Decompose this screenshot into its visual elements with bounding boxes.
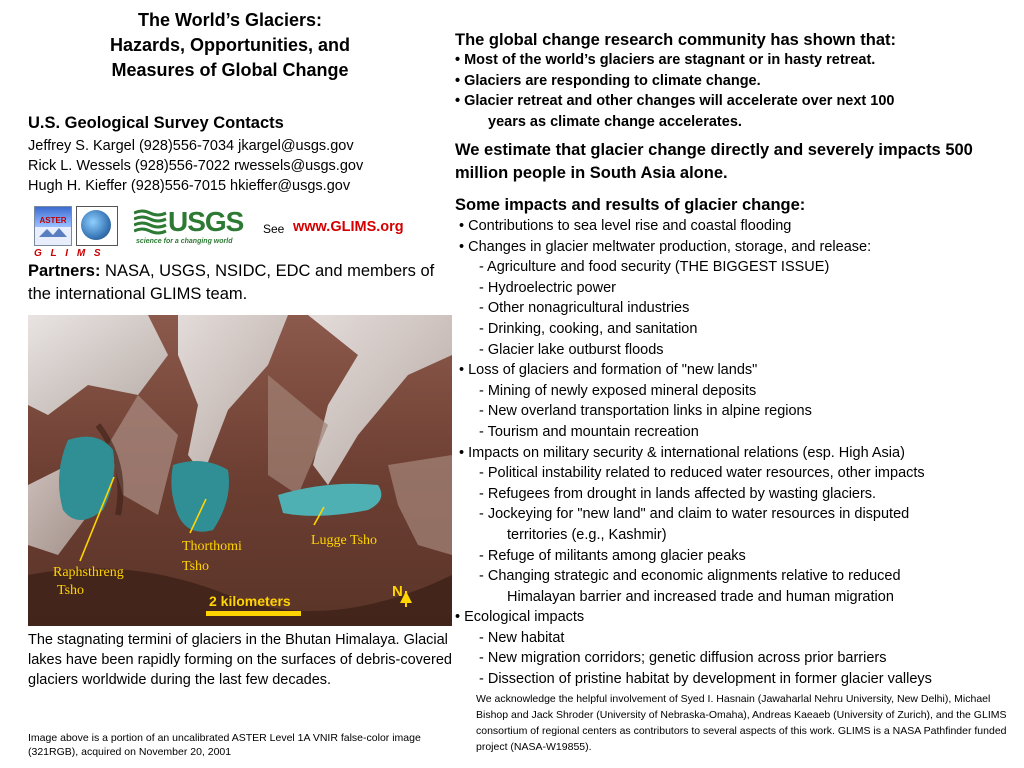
impact-line: • Contributions to sea level rise and coastal flooding <box>459 218 792 234</box>
partners-text <box>28 260 438 306</box>
impact-line: - Dissection of pristine habitat by development in former glacier valleys <box>479 671 932 688</box>
impact-line: - Hydroelectric power <box>479 279 616 296</box>
impact-line: - Refuge of militants among glacier peaks <box>479 547 746 564</box>
research-item: • Glaciers are responding to climate change. <box>455 72 761 89</box>
impact-line: - Changing strategic and economic alignments relative to reduced <box>479 568 901 585</box>
thorthomi-label-line1: Thorthomi <box>182 539 242 554</box>
scale-bar-label: 2 kilometers <box>209 593 291 609</box>
impact-line: - Political instability related to reduced water resources, other impacts <box>479 465 925 482</box>
svg-text:ASTER: ASTER <box>39 216 67 225</box>
image-caption: The stagnating termini of glaciers in the Bhutan Himalaya. Glacial lakes have been rapidly forming on the surfaces of debris-covered glaciers worldwide during the last few decades. <box>28 632 452 688</box>
image-source-note: Image above is a portion of an uncalibrated ASTER Level 1A VNIR false-color image (321RGB), acquired on November 20, 2001 <box>28 732 421 758</box>
glims-label: G L I M S <box>34 248 104 259</box>
research-item: • Glacier retreat and other changes will accelerate over next 100 <box>455 93 895 109</box>
north-arrow-label: N <box>392 583 403 600</box>
impact-line: • Changes in glacier meltwater production, storage, and release: <box>459 238 872 255</box>
thorthomi-label-line2: Tsho <box>182 559 210 574</box>
raphsthreng-label-line2: Tsho <box>57 583 85 598</box>
poster-title <box>40 8 420 83</box>
impact-line: • Impacts on military security & international relations (esp. High Asia) <box>459 444 905 461</box>
research-item: • Most of the world’s glaciers are stagnant or in hasty retreat. <box>455 52 876 68</box>
glims-globe-logo <box>76 206 118 246</box>
research-findings <box>455 50 1015 132</box>
contacts-heading: U.S. Geological Survey Contacts <box>28 114 284 132</box>
raphsthreng-label <box>53 564 124 600</box>
contacts-list <box>28 136 363 196</box>
impact-line: - Agriculture and food security (THE BIGGEST ISSUE) <box>479 259 830 276</box>
impact-line: - Mining of newly exposed mineral deposits <box>479 382 757 399</box>
impact-line: - New overland transportation links in alpine regions <box>479 403 812 420</box>
usgs-tagline: science for a changing world <box>136 238 233 245</box>
aster-logo <box>34 206 72 246</box>
impact-line: Himalayan barrier and increased trade and human migration <box>507 588 894 605</box>
impact-line: - Drinking, cooking, and sanitation <box>479 320 698 337</box>
impact-line: - Other nonagricultural industries <box>479 300 690 317</box>
usgs-wordmark: USGS <box>168 206 244 237</box>
thorthomi-label <box>182 537 242 577</box>
logo-row <box>30 200 430 260</box>
contact-kargel: Jeffrey S. Kargel (928)556-7034 jkargel@usgs.gov <box>28 138 354 154</box>
partners-body: NASA, USGS, NSIDC, EDC and members of the international GLIMS team. <box>28 262 435 303</box>
aster-emblem-icon <box>35 207 71 245</box>
title-line-1: The World’s Glaciers: <box>137 10 323 30</box>
impact-line: - Refugees from drought in lands affected by wasting glaciers. <box>479 485 877 502</box>
acknowledgment: We acknowledge the helpful involvement of Syed I. Hasnain (Jawaharlal Nehru University, New Delhi), Michael Bishop and Jack Shroder (University of Nebraska-Omaha), Andreas Kaeaeb (University of Zurich), and the GLIMS consortium of regional centers as contributors to several aspects of this work. GLIMS is a NASA Pathfinder funded project (NASA-W19855). <box>476 693 1007 753</box>
impact-estimate: We estimate that glacier change directly and severely impacts 500 million people in South Asia alone. <box>455 141 973 182</box>
impacts-list <box>455 216 1020 690</box>
see-label: See <box>263 222 285 236</box>
globe-icon <box>81 210 111 240</box>
raphsthreng-label-line1: Raphsthreng <box>53 565 124 580</box>
research-item-continued: years as climate change accelerates. <box>488 113 742 130</box>
impact-line: • Loss of glaciers and formation of "new lands" <box>459 362 758 379</box>
partners-label: Partners: <box>28 262 101 280</box>
impact-line: - Glacier lake outburst floods <box>479 341 664 358</box>
title-line-2: Hazards, Opportunities, and <box>109 35 351 55</box>
satellite-image <box>28 315 452 626</box>
research-heading: The global change research community has shown that: <box>455 31 897 49</box>
contact-wessels: Rick L. Wessels (928)556-7022 rwessels@usgs.gov <box>28 158 364 174</box>
impact-line: • Ecological impacts <box>455 609 585 626</box>
impact-line: - New migration corridors; genetic diffusion across prior barriers <box>479 650 887 667</box>
impact-line: territories (e.g., Kashmir) <box>507 526 667 543</box>
title-line-3: Measures of Global Change <box>111 60 349 80</box>
impacts-heading: Some impacts and results of glacier change: <box>455 196 806 214</box>
contact-kieffer: Hugh H. Kieffer (928)556-7015 hkieffer@usgs.gov <box>28 178 351 194</box>
lugge-label: Lugge Tsho <box>311 533 378 548</box>
glims-website-link[interactable]: www.GLIMS.org <box>293 219 404 235</box>
impact-line: - Jockeying for "new land" and claim to water resources in disputed <box>479 506 910 523</box>
impact-line: - New habitat <box>479 629 565 646</box>
impact-line: - Tourism and mountain recreation <box>479 423 699 440</box>
